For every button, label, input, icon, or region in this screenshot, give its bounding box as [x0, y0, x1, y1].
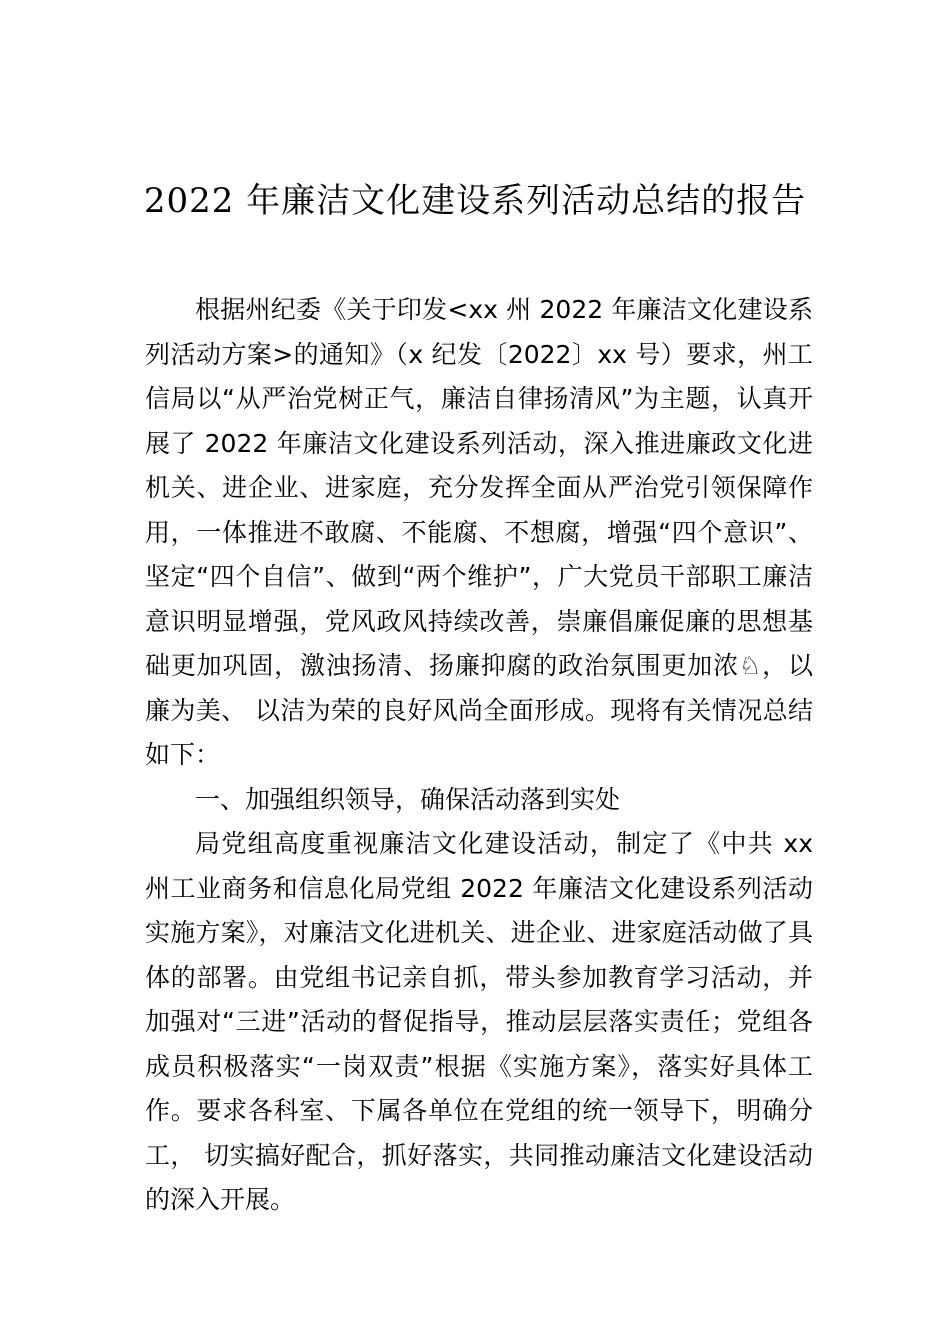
document-body	[145, 288, 813, 1223]
paragraph-intro: 根据州纪委《关于印发<xx 州 2022 年廉洁文化建设系列活动方案>的通知》（x 纪发〔2022〕xx 号）要求，州工信局以“从严治党树正气，廉洁自律扬清风”为主题，认真开展了 2022 年廉洁文化建设系列活动，深入推进廉政文化进机关、进企业、进家庭，充分发挥全面从严治党引领保障作用，一体推进不敢腐、不能腐、不想腐，增强“四个意识”、坚定“四个自信”、做到“两个维护”，广大党员干部职工廉洁意识明显增强，党风政风持续改善，崇廉倡廉促廉的思想基础更加巩固，激浊扬清、扬廉抑腐的政治氛围更加浓♘，以廉为美、 以洁为荣的良好风尚全面形成。现将有关情况总结如下：	[145, 295, 813, 769]
section-heading-1: 一、加强组织领导，确保活动落到实处	[195, 784, 621, 814]
paragraph-section-1: 局党组高度重视廉洁文化建设活动，制定了《中共 xx 州工业商务和信息化局党组 2022 年廉洁文化建设系列活动实施方案》，对廉洁文化进机关、进企业、进家庭活动做了具体的部署。由党组书记亲自抓，带头参加教育学习活动，并加强对“三进”活动的督促指导，推动层层落实责任；党组各成员积极落实“一岗双责”根据《实施方案》，落实好具体工作。要求各科室、下属各单位在党组的统一领导下，明确分工， 切实搞好配合，抓好落实，共同推动廉洁文化建设活动的深入开展。	[145, 829, 813, 1214]
document-title: 2022 年廉洁文化建设系列活动总结的报告	[143, 181, 807, 221]
